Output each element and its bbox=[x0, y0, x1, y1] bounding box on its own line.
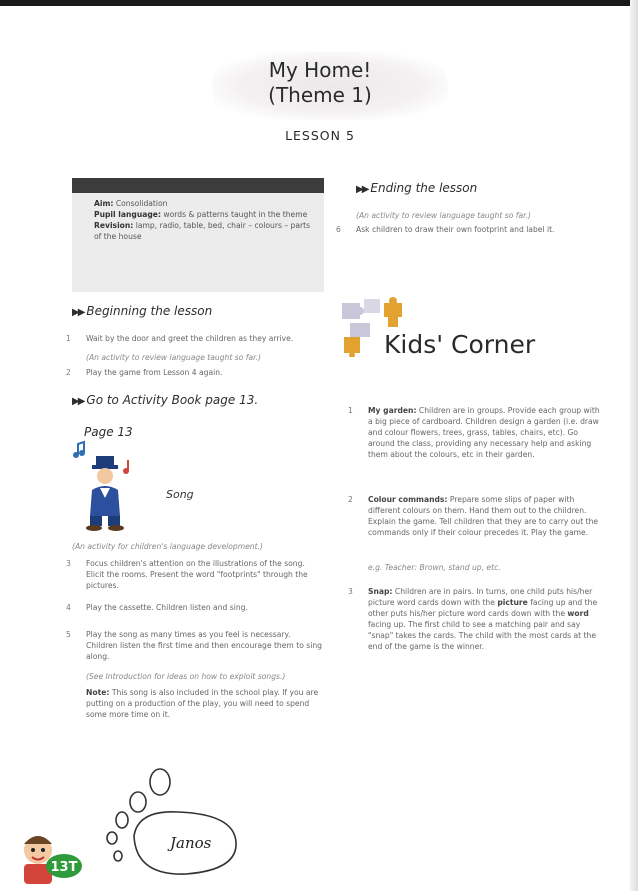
singing-boy-illustration bbox=[70, 440, 140, 532]
item-number: 1 bbox=[66, 334, 71, 343]
aim-box-header-bar bbox=[72, 178, 324, 193]
activity-book-heading-text: Go to Activity Book page 13. bbox=[86, 393, 259, 407]
lesson-label: LESSON 5 bbox=[285, 128, 355, 143]
kids-corner-item-3 bbox=[348, 586, 604, 652]
double-arrow-icon: ▶▶ bbox=[72, 307, 84, 318]
song-note bbox=[86, 687, 324, 720]
title-line-1: My Home! bbox=[268, 58, 372, 82]
item-text: Focus children's attention on the illustrations of the song. Elicit the rooms. Present the word "footprints" through the pictures. bbox=[86, 559, 308, 590]
item-text: Play the game from Lesson 4 again. bbox=[86, 368, 223, 377]
activity-item-3 bbox=[66, 558, 324, 591]
item-number: 2 bbox=[348, 495, 353, 504]
kids-corner-title: Kids' Corner bbox=[384, 330, 536, 359]
janos-label: Janos bbox=[170, 834, 212, 852]
item-number: 4 bbox=[66, 603, 71, 612]
item-label: Snap: bbox=[368, 587, 393, 596]
beginning-heading-text: Beginning the lesson bbox=[86, 304, 213, 318]
activity-book-note: (An activity for children's language development.) bbox=[72, 542, 263, 551]
revision-label: Revision: bbox=[94, 221, 134, 230]
aim-box-content bbox=[94, 198, 314, 242]
item-bold-word: word bbox=[567, 609, 589, 618]
activity-item-5 bbox=[66, 629, 324, 662]
aim-box bbox=[72, 178, 324, 292]
item-number: 2 bbox=[66, 368, 71, 377]
item-bold-picture: picture bbox=[497, 598, 528, 607]
double-arrow-icon: ▶▶ bbox=[72, 396, 84, 407]
item-label: Colour commands: bbox=[368, 495, 448, 504]
page-title bbox=[200, 58, 440, 108]
ending-item-6 bbox=[336, 224, 602, 235]
item-text-b: facing up and the other puts his/her picture word cards down with the bbox=[368, 598, 598, 618]
kids-corner-item-1 bbox=[348, 405, 604, 460]
item-text: Play the cassette. Children listen and sing. bbox=[86, 603, 248, 612]
activity-item-4 bbox=[66, 602, 324, 613]
ending-note: (An activity to review language taught so far.) bbox=[356, 211, 531, 220]
revision-line bbox=[94, 220, 314, 242]
item-label: My garden: bbox=[368, 406, 417, 415]
aim-label: Aim: bbox=[94, 199, 114, 208]
note-label: Note: bbox=[86, 688, 110, 697]
see-introduction-note: (See Introduction for ideas on how to exploit songs.) bbox=[86, 672, 286, 681]
revision-value: lamp, radio, table, bed, chair – colours – parts of the house bbox=[94, 221, 311, 241]
item-number: 5 bbox=[66, 630, 71, 639]
item-text-c: facing up. The first child to see a matching pair and say "snap" takes the cards. The child with the most cards at the end of the game is the winner. bbox=[368, 620, 597, 651]
beginning-note: (An activity to review language taught so far.) bbox=[86, 353, 261, 362]
item-number: 3 bbox=[66, 559, 71, 568]
item-number: 1 bbox=[348, 406, 353, 415]
top-border bbox=[0, 0, 638, 6]
kids-corner-item-2 bbox=[348, 494, 604, 538]
aim-line bbox=[94, 198, 314, 209]
beginning-item-2 bbox=[66, 367, 324, 378]
double-arrow-icon: ▶▶ bbox=[356, 184, 368, 195]
pupil-language-line bbox=[94, 209, 314, 220]
page-number: 13T bbox=[50, 860, 78, 875]
beginning-item-1 bbox=[66, 333, 324, 344]
activity-book-heading bbox=[72, 393, 258, 407]
pupil-language-label: Pupil language: bbox=[94, 210, 161, 219]
page-13-label: Page 13 bbox=[84, 425, 133, 439]
item-text: Ask children to draw their own footprint and label it. bbox=[356, 225, 555, 234]
item-number: 3 bbox=[348, 587, 353, 596]
title-line-2: (Theme 1) bbox=[268, 83, 372, 107]
aim-value: Consolidation bbox=[115, 199, 168, 208]
colour-commands-example: e.g. Teacher: Brown, stand up, etc. bbox=[368, 563, 501, 572]
page-edge-shadow bbox=[630, 0, 638, 891]
song-label: Song bbox=[166, 488, 194, 501]
item-number: 6 bbox=[336, 225, 341, 234]
note-text: This song is also included in the school play. If you are putting on a production of the play, you will need to spend some more time on it. bbox=[86, 688, 319, 719]
pupil-language-value: words & patterns taught in the theme bbox=[163, 210, 308, 219]
item-text: Wait by the door and greet the children as they arrive. bbox=[86, 334, 294, 343]
item-text: Children are in groups. Provide each group with a big piece of cardboard. Children design a garden (i.e. draw and colour flowers, trees, grass, tables, chairs, etc). Go around the class, providing any necessary help and asking them about the colours, etc in their garden. bbox=[368, 406, 600, 459]
beginning-heading bbox=[72, 304, 212, 318]
ending-heading-text: Ending the lesson bbox=[370, 181, 478, 195]
item-text: Prepare some slips of paper with different colours on them. Hand them out to the children. Explain the game. Tell children that they are to carry out the commands only if their colour precedes it. Play the game. bbox=[368, 495, 599, 537]
ending-heading bbox=[356, 181, 477, 195]
item-text: Play the song as many times as you feel is necessary. Children listen the first time and then encourage them to sing along. bbox=[86, 630, 322, 661]
item-text-a: Children are in pairs. In turns, one child puts his/her picture word cards down with the bbox=[368, 587, 593, 607]
page-number-badge bbox=[18, 826, 88, 888]
